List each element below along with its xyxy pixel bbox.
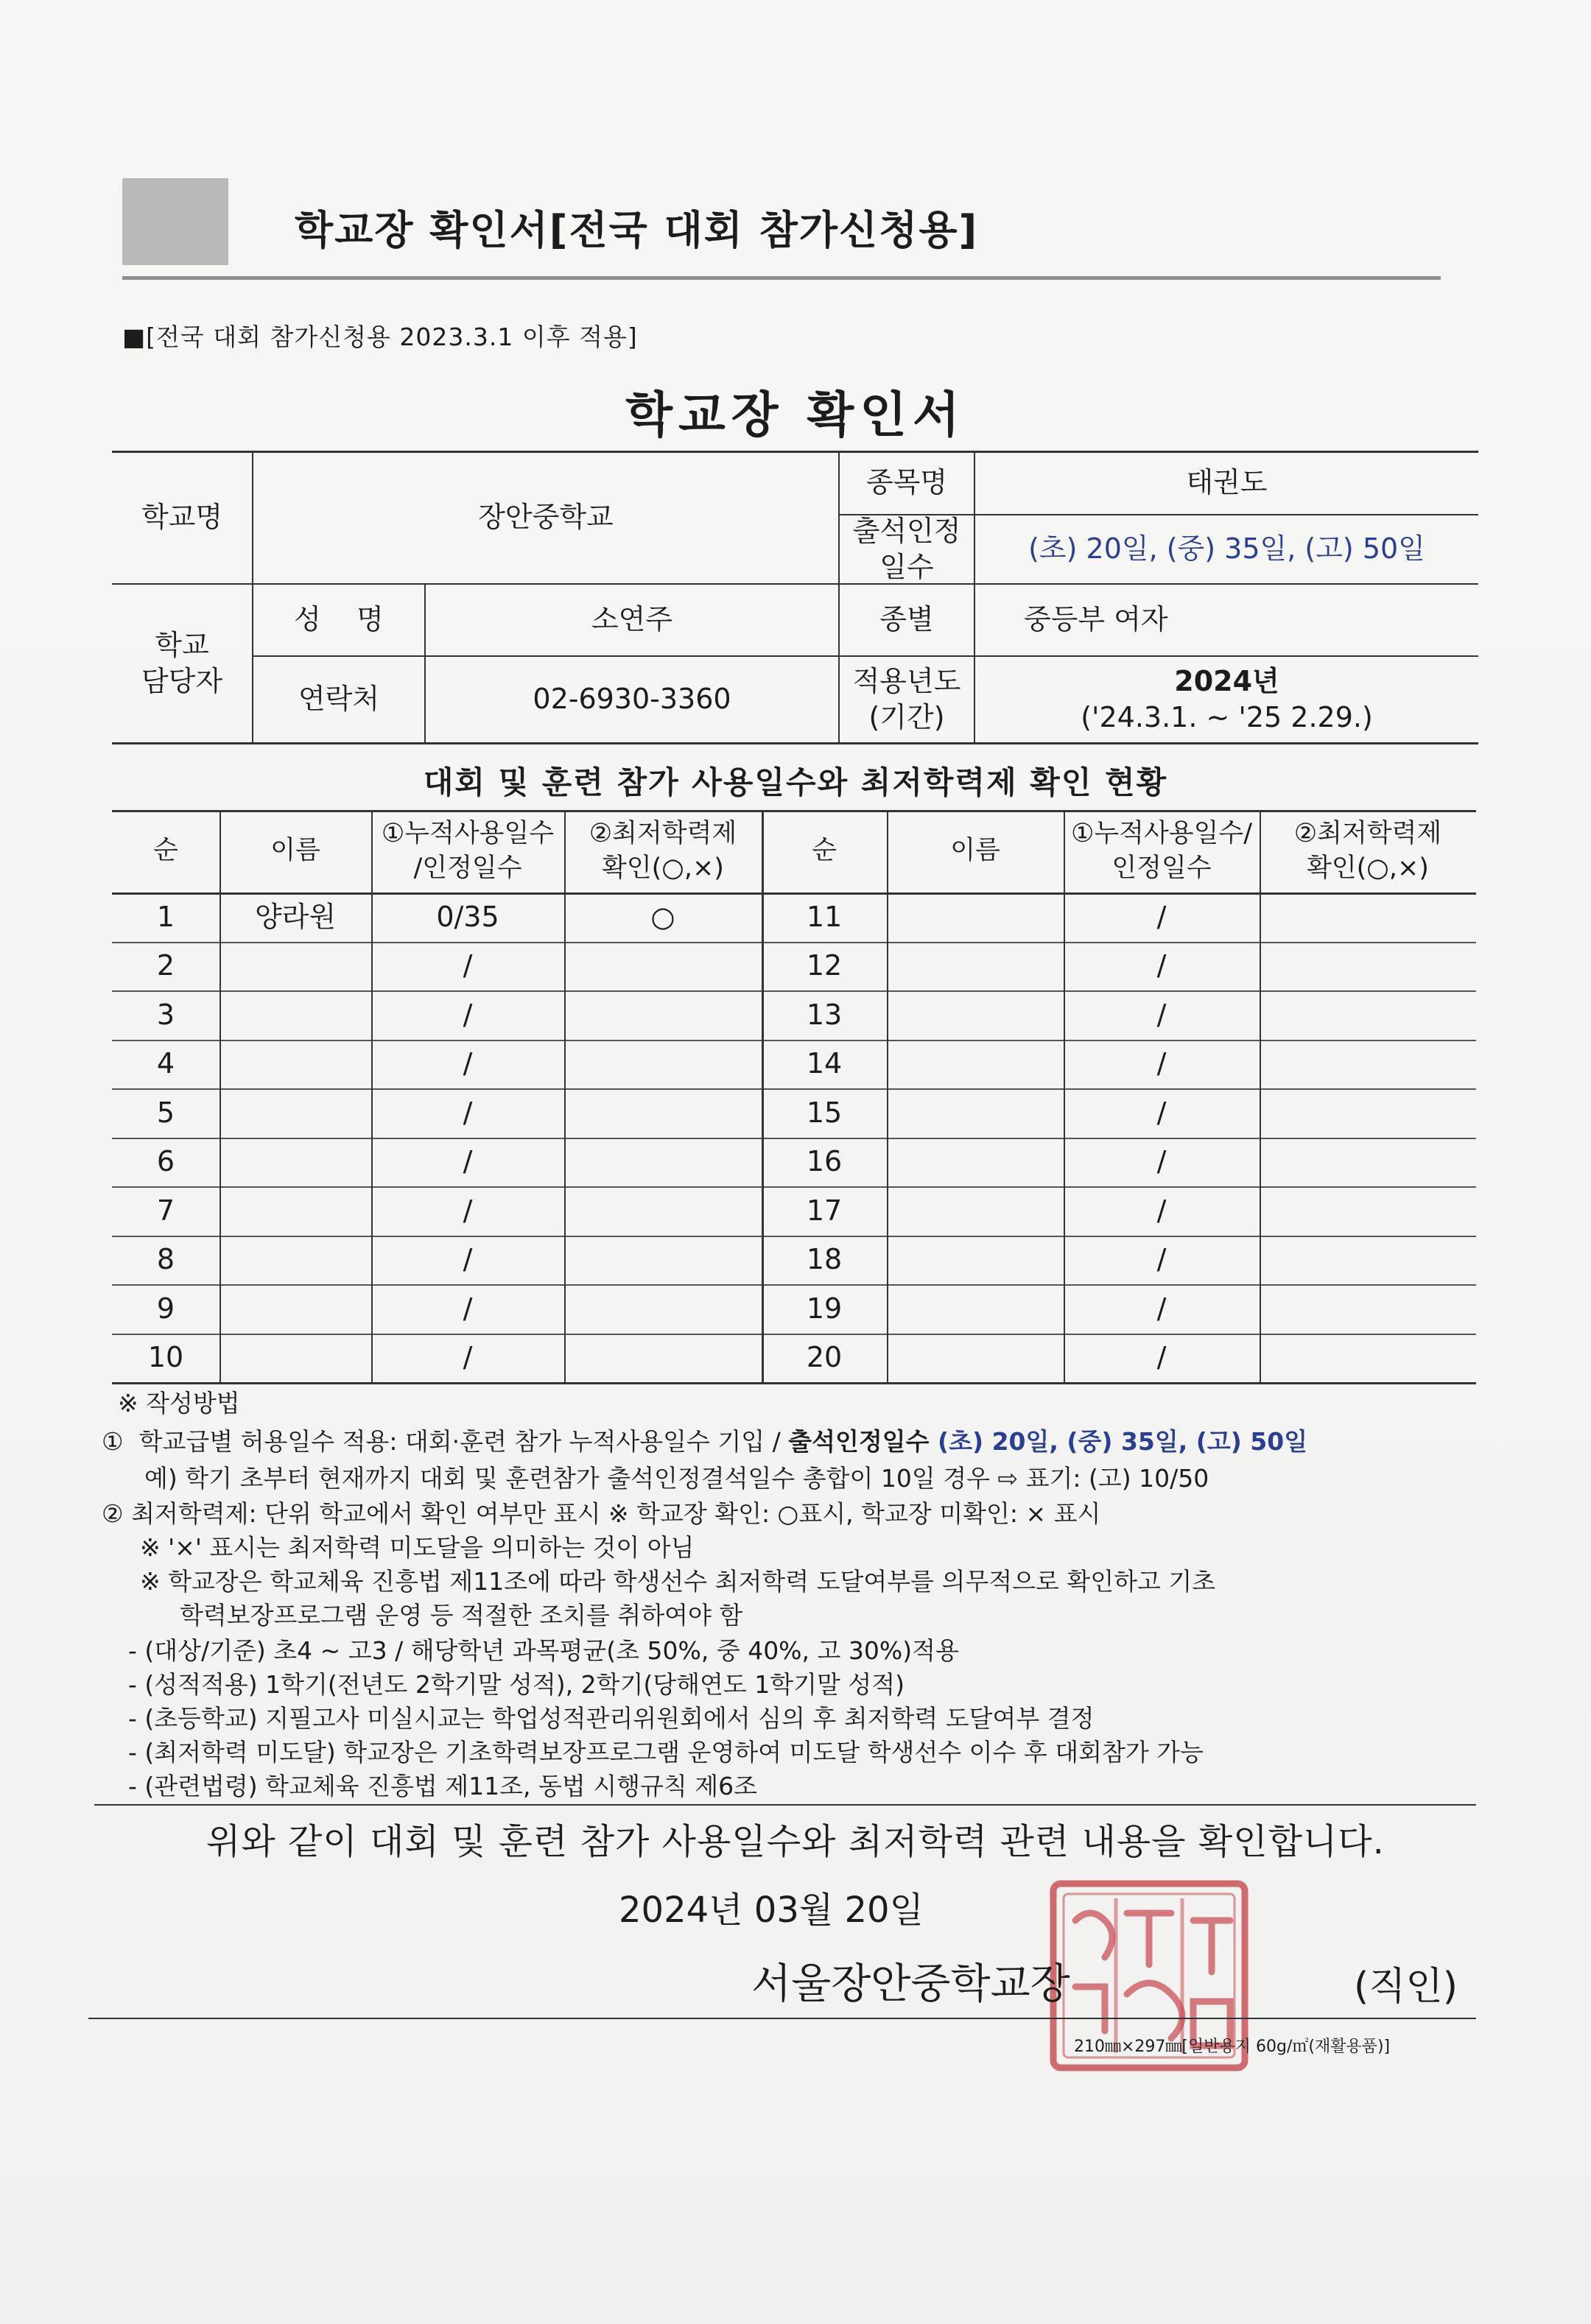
- instruction-line-1-bold: 출석인정일수: [788, 1427, 930, 1456]
- min-academic-check: [564, 1138, 762, 1187]
- student-name: [219, 1236, 371, 1285]
- used-days: /: [463, 1292, 473, 1325]
- row-number: 16: [806, 1145, 843, 1178]
- attendance-days-label-line1: 출석인정: [852, 514, 961, 547]
- school-manager-label-line1: 학교: [155, 628, 209, 661]
- used-days: /: [463, 1145, 473, 1178]
- used-days: /: [463, 1341, 473, 1374]
- student-name: [219, 1088, 371, 1138]
- used-days: /: [1156, 949, 1167, 982]
- instructions-bottom-rule: [94, 1804, 1476, 1806]
- instruction-line-10: - (최저학력 미도달) 학교장은 기초학력보장프로그램 운영하여 미도달 학생선수 이수 후 대회참가 가능: [128, 1738, 1204, 1767]
- sport-label: 종목명: [865, 466, 948, 499]
- apply-year: 2024년: [1174, 664, 1279, 697]
- min-academic-check: [564, 1040, 762, 1089]
- instruction-line-7: - (대상/기준) 초4 ~ 고3 / 해당학년 과목평균(초 50%, 중 40%, 고 30%)적용: [128, 1636, 959, 1665]
- header-title: 학교장 확인서[전국 대회 참가신청용]: [295, 207, 979, 253]
- student-name: [219, 942, 371, 991]
- issue-date: 2024년 03월 20일: [619, 1890, 924, 1931]
- header-days: [371, 810, 564, 892]
- min-academic-check: [1260, 892, 1476, 942]
- row-number: 4: [156, 1047, 175, 1080]
- min-academic-check: [1260, 990, 1476, 1040]
- student-name: [887, 892, 1064, 942]
- instructions-heading: ※ 작성방법: [118, 1389, 240, 1418]
- instruction-line-11: - (관련법령) 학교체육 진흥법 제11조, 동법 시행규칙 제6조: [128, 1772, 757, 1800]
- student-name: [219, 1334, 371, 1383]
- header-name: 이름: [950, 836, 1000, 866]
- used-days: /: [1156, 900, 1167, 933]
- seal-label: (직인): [1354, 1965, 1458, 2009]
- row-number: 5: [156, 1096, 175, 1129]
- status-table-bottom-border: [112, 1382, 1476, 1384]
- row-number: 1: [156, 900, 175, 933]
- apply-year-value: [975, 657, 1478, 742]
- name-label: 성 명: [294, 603, 384, 636]
- row-number: 18: [806, 1243, 843, 1276]
- contact-value: 02-6930-3360: [533, 683, 731, 716]
- min-academic-check: [1260, 1236, 1476, 1285]
- min-academic-check: [1260, 1334, 1476, 1383]
- used-days: /: [1156, 1194, 1167, 1227]
- used-days: /: [1156, 1096, 1167, 1129]
- min-academic-check: ○: [650, 900, 675, 933]
- applicability-note: ■[전국 대회 참가신청용 2023.3.1 이후 적용]: [122, 323, 638, 351]
- student-name: [219, 1040, 371, 1089]
- student-name: [887, 1040, 1064, 1089]
- header-days-line2: 인정일수: [1111, 853, 1212, 883]
- instruction-line-9: - (초등학교) 지필고사 미실시교는 학업성적관리위원회에서 심의 후 최저학력 도달여부 결정: [128, 1704, 1095, 1733]
- row-number: 15: [806, 1096, 843, 1129]
- used-days: /: [463, 1047, 473, 1080]
- instruction-line-3: ② 최저학력제: 단위 학교에서 확인 여부만 표시 ※ 학교장 확인: ○표시, 학교장 미확인: × 표시: [102, 1499, 1101, 1528]
- used-days: 0/35: [436, 900, 499, 933]
- instruction-line-1: [102, 1427, 1307, 1457]
- student-name: [887, 1088, 1064, 1138]
- header-min-academic: [1260, 810, 1476, 892]
- info-table-bottom-border: [112, 742, 1478, 744]
- min-academic-check: [564, 942, 762, 991]
- header-days-line2: /인정일수: [413, 853, 522, 883]
- row-number: 8: [156, 1243, 175, 1276]
- attendance-days-label-line2: 일수: [879, 551, 934, 583]
- header-min-academic-line2: 확인(○,×): [1307, 853, 1429, 883]
- row-number: 3: [156, 998, 175, 1031]
- used-days: /: [463, 949, 473, 982]
- school-manager-label-line2: 담당자: [141, 665, 223, 697]
- min-academic-check: [564, 990, 762, 1040]
- row-number: 10: [147, 1341, 184, 1374]
- min-academic-check: [564, 1284, 762, 1334]
- row-number: 2: [156, 949, 175, 982]
- contact-label: 연락처: [298, 683, 380, 716]
- header-min-academic-line1: ②최저학력제: [589, 818, 737, 848]
- student-name: [219, 1186, 371, 1236]
- used-days: /: [1156, 1341, 1167, 1374]
- student-name: [887, 1236, 1064, 1285]
- school-name-value: 장안중학교: [478, 501, 614, 534]
- category-value: 중등부 여자: [1024, 603, 1168, 636]
- header-no: 순: [812, 836, 837, 866]
- apply-year-label-line2: (기간): [868, 701, 945, 733]
- instruction-line-1-a: ① 학교급별 허용일수 적용: 대회·훈련 참가 누적사용일수 기입 /: [102, 1427, 789, 1456]
- instruction-line-4: ※ '×' 표시는 최저학력 미도달을 의미하는 것이 아님: [140, 1533, 695, 1562]
- used-days: /: [1156, 1292, 1167, 1325]
- header-rule: [122, 276, 1441, 280]
- used-days: /: [1156, 998, 1167, 1031]
- min-academic-check: [564, 1088, 762, 1138]
- min-academic-check: [564, 1236, 762, 1285]
- header-days-line1: ①누적사용일수: [381, 818, 555, 848]
- sport-value: 태권도: [1186, 466, 1268, 499]
- header-min-academic: [564, 810, 762, 892]
- header-min-academic-line1: ②최저학력제: [1293, 818, 1442, 848]
- apply-year-label: [840, 657, 974, 742]
- header-min-academic-line2: 확인(○,×): [602, 853, 724, 883]
- category-label: 종별: [879, 603, 934, 636]
- document-title: 학교장 확인서: [625, 387, 966, 443]
- apply-period: ('24.3.1. ~ '25 2.29.): [1081, 701, 1373, 733]
- header-days-line1: ①누적사용일수/: [1070, 818, 1253, 848]
- status-section-title: 대회 및 훈련 참가 사용일수와 최저학력제 확인 현황: [423, 764, 1168, 800]
- used-days: /: [463, 1096, 473, 1129]
- header-gray-block: [122, 178, 228, 265]
- confirmation-statement: 위와 같이 대회 및 훈련 참가 사용일수와 최저학력 관련 내용을 확인합니다.: [206, 1821, 1385, 1862]
- header-days: [1064, 810, 1260, 892]
- student-name: [887, 990, 1064, 1040]
- instruction-line-1-days: (초) 20일, (중) 35일, (고) 50일: [929, 1427, 1308, 1456]
- row-number: 7: [156, 1194, 175, 1227]
- student-name: [887, 942, 1064, 991]
- paper-spec-note: 210㎜×297㎜[일반용지 60g/㎡(재활용품)]: [1074, 2038, 1391, 2056]
- header-name: 이름: [270, 836, 320, 866]
- attendance-days-label: [840, 515, 974, 583]
- footer-rule: [88, 2018, 1476, 2019]
- student-name: 양라원: [254, 900, 337, 933]
- used-days: /: [1156, 1047, 1167, 1080]
- row-number: 14: [806, 1047, 843, 1080]
- student-name: [887, 1334, 1064, 1383]
- student-name: [887, 1284, 1064, 1334]
- header-no: 순: [153, 836, 178, 866]
- student-name: [887, 1186, 1064, 1236]
- school-name-label: 학교명: [141, 501, 223, 534]
- row-number: 19: [806, 1292, 843, 1325]
- student-name: [219, 1284, 371, 1334]
- name-value: 소연주: [591, 603, 673, 636]
- student-name: [219, 1138, 371, 1187]
- min-academic-check: [564, 1186, 762, 1236]
- row-number: 12: [806, 949, 843, 982]
- principal-title: 서울장안중학교장: [751, 1960, 1070, 2008]
- used-days: /: [1156, 1243, 1167, 1276]
- attendance-days-value: (초) 20일, (중) 35일, (고) 50일: [1028, 532, 1425, 566]
- used-days: /: [463, 998, 473, 1031]
- min-academic-check: [1260, 1138, 1476, 1187]
- instruction-line-8: - (성적적용) 1학기(전년도 2학기말 성적), 2학기(당해연도 1학기말 성적): [128, 1670, 905, 1699]
- row-number: 11: [806, 900, 843, 933]
- apply-year-label-line1: 적용년도: [852, 664, 961, 697]
- row-number: 6: [156, 1145, 175, 1178]
- min-academic-check: [1260, 1284, 1476, 1334]
- student-name: [887, 1138, 1064, 1187]
- row-number: 13: [806, 998, 843, 1031]
- min-academic-check: [1260, 1040, 1476, 1089]
- instruction-line-5: ※ 학교장은 학교체육 진흥법 제11조에 따라 학생선수 최저학력 도달여부를 의무적으로 확인하고 기초: [140, 1567, 1216, 1596]
- row-number: 17: [806, 1194, 843, 1227]
- min-academic-check: [1260, 942, 1476, 991]
- used-days: /: [463, 1243, 473, 1276]
- student-name: [219, 990, 371, 1040]
- school-manager-label: [112, 585, 252, 742]
- row-number: 9: [156, 1292, 175, 1325]
- instruction-line-6: 학력보장프로그램 운영 등 적절한 조치를 취하여야 함: [180, 1601, 743, 1630]
- used-days: /: [1156, 1145, 1167, 1178]
- min-academic-check: [1260, 1088, 1476, 1138]
- min-academic-check: [564, 1334, 762, 1383]
- min-academic-check: [1260, 1186, 1476, 1236]
- used-days: /: [463, 1194, 473, 1227]
- row-number: 20: [806, 1341, 843, 1374]
- instruction-line-2: 예) 학기 초부터 현재까지 대회 및 훈련참가 출석인정결석일수 총합이 10일 경우 ⇨ 표기: (고) 10/50: [144, 1464, 1209, 1493]
